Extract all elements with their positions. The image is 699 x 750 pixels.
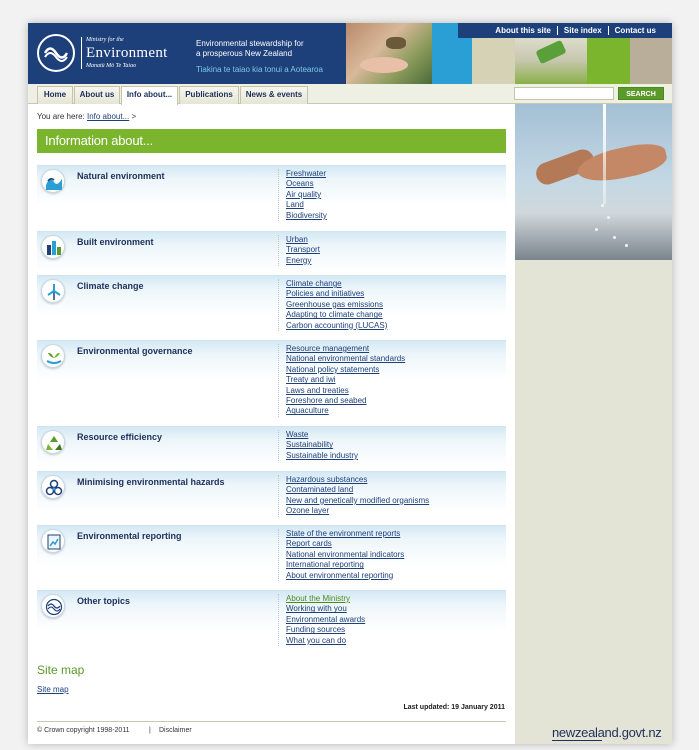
link-transport[interactable]: Transport (286, 245, 320, 255)
tab-news-events[interactable]: News & events (240, 86, 308, 104)
link-contaminated-land[interactable]: Contaminated land (286, 485, 354, 495)
wind-turbine-icon (41, 279, 65, 303)
tagline (196, 39, 346, 59)
link-about-env-reporting[interactable]: About environmental reporting (286, 570, 394, 580)
breadcrumb-link-info-about[interactable]: Info about... (86, 112, 130, 121)
link-state-env-reports[interactable]: State of the environment reports (286, 529, 401, 538)
recycle-icon (41, 430, 65, 454)
category-links (278, 475, 498, 517)
category-title: Environmental reporting (77, 531, 182, 541)
link-land[interactable]: Land (286, 200, 304, 210)
link-laws-treaties[interactable]: Laws and treaties (286, 385, 349, 395)
link-climate-change[interactable]: Climate change (286, 279, 342, 288)
footer-divider (37, 721, 506, 722)
last-updated: Last updated: 19 January 2011 (403, 704, 505, 711)
link-foreshore-seabed[interactable]: Foreshore and seabed (286, 396, 367, 406)
category-other-topics (37, 590, 506, 650)
page (28, 23, 672, 744)
tab-info-about[interactable]: Info about... (121, 86, 178, 105)
link-working-with-you[interactable]: Working with you (286, 604, 347, 614)
link-environmental-awards[interactable]: Environmental awards (286, 614, 366, 624)
hand-shape (360, 57, 408, 73)
link-report-cards[interactable]: Report cards (286, 539, 332, 549)
category-title: Built environment (77, 237, 154, 247)
logo-divider (81, 37, 82, 69)
tagline-line1: Environmental stewardship for (196, 39, 304, 48)
nzgovt-logo-link[interactable]: newzealand.govt.nz (552, 725, 662, 740)
link-adapting-climate[interactable]: Adapting to climate change (286, 310, 383, 320)
link-waste[interactable]: Waste (286, 430, 309, 439)
search-button[interactable]: SEARCH (618, 87, 664, 100)
category-links (278, 594, 498, 646)
category-title: Other topics (77, 596, 131, 606)
tab-home[interactable]: Home (37, 86, 73, 104)
category-built-environment (37, 231, 506, 271)
palm-shape (575, 139, 669, 187)
link-what-you-can-do[interactable]: What you can do (286, 635, 347, 645)
breadcrumb-suffix: > (131, 112, 137, 121)
insect-shape (386, 37, 406, 49)
category-links (278, 235, 498, 266)
tab-about-us[interactable]: About us (74, 86, 120, 104)
link-aquaculture[interactable]: Aquaculture (286, 406, 329, 416)
link-gmo[interactable]: New and genetically modified organisms (286, 495, 430, 505)
category-natural-environment (37, 165, 506, 225)
link-ozone-layer[interactable]: Ozone layer (286, 506, 330, 516)
link-oceans[interactable]: Oceans (286, 179, 314, 189)
link-resource-management[interactable]: Resource management (286, 344, 370, 353)
toplink-about-site[interactable]: About this site (495, 26, 551, 35)
category-minimising-hazards (37, 471, 506, 521)
category-title: Natural environment (77, 171, 165, 181)
water-hands-photo (515, 104, 672, 260)
tab-publications[interactable]: Publications (179, 86, 239, 104)
link-sustainability[interactable]: Sustainability (286, 440, 334, 450)
bottle-shape (535, 40, 566, 65)
page-title: Information about... (37, 129, 506, 153)
link-energy[interactable]: Energy (286, 255, 312, 265)
report-chart-icon (41, 529, 65, 553)
link-about-ministry[interactable]: About the Ministry (286, 594, 351, 603)
sitemap-heading: Site map (37, 663, 85, 677)
category-links (278, 430, 498, 461)
logo-environment-text: Environment (86, 45, 168, 61)
link-urban[interactable]: Urban (286, 235, 308, 244)
link-sustainable-industry[interactable]: Sustainable industry (286, 450, 359, 460)
footer-separator: | (149, 727, 151, 734)
footer-copyright: © Crown copyright 1998-2011 (37, 727, 130, 734)
mfe-logo-icon (37, 34, 75, 72)
link-air-quality[interactable]: Air quality (286, 189, 322, 199)
category-environmental-governance (37, 340, 506, 422)
wave-icon (41, 169, 65, 193)
tagline-maori: Tiakina te taiao kia tonui a Aotearoa (196, 65, 323, 74)
link-international-reporting[interactable]: International reporting (286, 560, 364, 570)
site-header (28, 23, 672, 84)
link-national-policy[interactable]: National policy statements (286, 364, 380, 374)
link-national-indicators[interactable]: National environmental indicators (286, 549, 405, 559)
logo-ministry-text: Ministry for the (86, 37, 124, 43)
water-drop (601, 204, 604, 207)
link-policies-initiatives[interactable]: Policies and initiatives (286, 289, 365, 299)
category-links (278, 279, 498, 331)
link-greenhouse-gas[interactable]: Greenhouse gas emissions (286, 299, 383, 309)
toplink-site-index[interactable]: Site index (557, 26, 608, 35)
category-environmental-reporting (37, 525, 506, 585)
mfe-logo-icon (41, 594, 65, 618)
footer-disclaimer-link[interactable]: Disclaimer (159, 727, 192, 734)
sitemap-link[interactable]: Site map (37, 685, 69, 694)
category-title: Environmental governance (77, 346, 193, 356)
water-drop (607, 216, 610, 219)
category-title: Minimising environmental hazards (77, 477, 225, 487)
category-climate-change (37, 275, 506, 335)
water-stream (603, 104, 606, 204)
hands-plant-icon (41, 344, 65, 368)
link-carbon-accounting[interactable]: Carbon accounting (LUCAS) (286, 320, 388, 330)
category-links (278, 529, 498, 581)
mfe-logo[interactable] (37, 34, 177, 72)
tagline-line2: a prosperous New Zealand (196, 49, 293, 58)
breadcrumb (37, 112, 136, 121)
right-sidebar (515, 104, 672, 744)
category-links (278, 344, 498, 417)
category-title: Resource efficiency (77, 432, 163, 442)
biohazard-icon (41, 475, 65, 499)
water-drop (595, 228, 598, 231)
search-input[interactable] (514, 87, 614, 100)
category-resource-efficiency (37, 426, 506, 466)
link-treaty-iwi[interactable]: Treaty and iwi (286, 375, 336, 385)
link-freshwater[interactable]: Freshwater (286, 169, 327, 178)
link-hazardous-substances[interactable]: Hazardous substances (286, 475, 368, 484)
water-drop (613, 236, 616, 239)
buildings-icon (41, 235, 65, 259)
header-photo-hands (346, 23, 432, 84)
water-drop (625, 244, 628, 247)
category-title: Climate change (77, 281, 144, 291)
category-links (278, 169, 498, 221)
link-national-env-standards[interactable]: National environmental standards (286, 354, 406, 364)
breadcrumb-prefix: You are here: (37, 112, 85, 121)
logo-maori-text: Manatū Mō Te Taiao (86, 63, 137, 69)
link-funding-sources[interactable]: Funding sources (286, 625, 346, 635)
link-biodiversity[interactable]: Biodiversity (286, 210, 327, 220)
toplink-contact-us[interactable]: Contact us (608, 26, 662, 35)
top-links (458, 23, 672, 38)
